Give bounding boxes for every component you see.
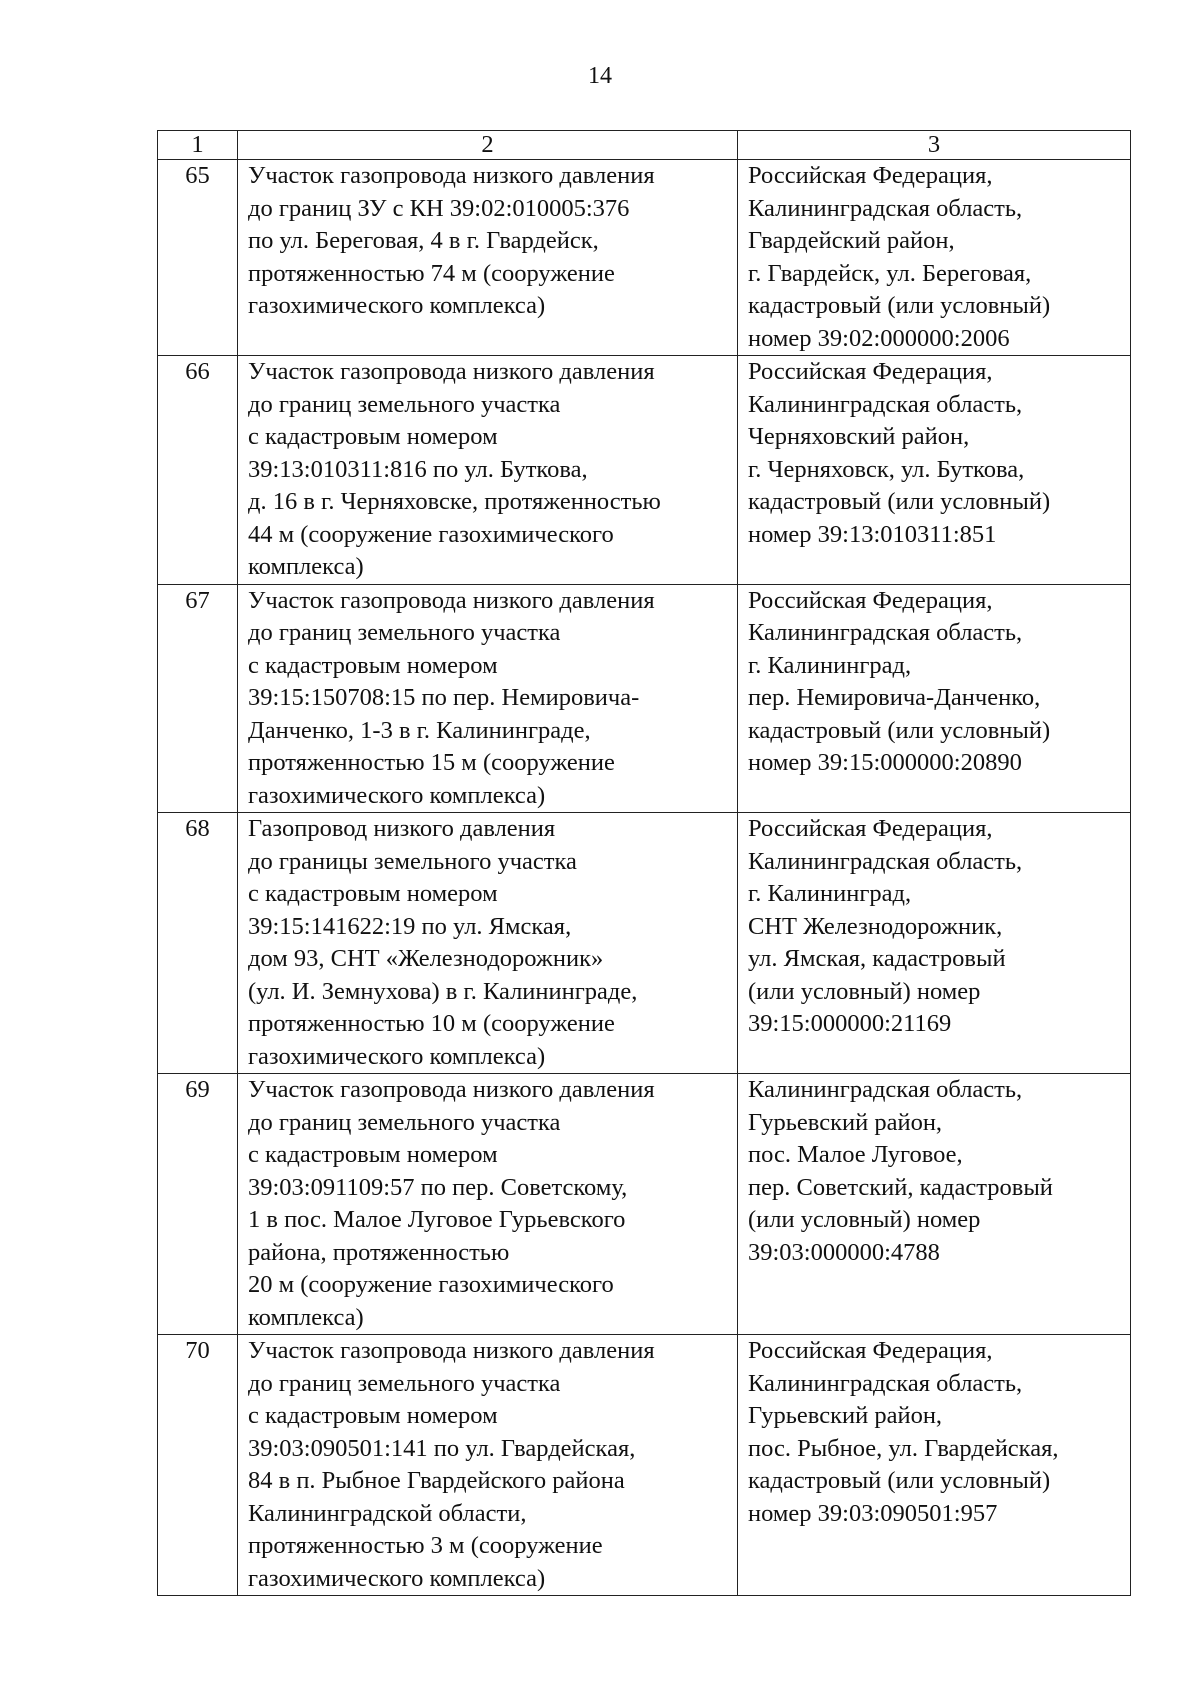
object-location: Российская Федерация, Калининградская область, г. Калининград, пер. Немировича-Данченко, кадастровый (или условный) номер 39:15:000000:20890 bbox=[738, 584, 1131, 813]
row-number: 67 bbox=[158, 584, 238, 813]
row-number: 66 bbox=[158, 356, 238, 585]
row-number: 69 bbox=[158, 1074, 238, 1335]
row-number: 68 bbox=[158, 813, 238, 1074]
table-row bbox=[158, 356, 1131, 585]
column-header: 1 bbox=[158, 131, 238, 160]
table-row bbox=[158, 160, 1131, 356]
object-description: Участок газопровода низкого давления до границ земельного участка с кадастровым номером 39:15:150708:15 по пер. Немировича- Данченко, 1-3 в г. Калининграде, протяженностью 15 м (сооружение газохимического комплекса) bbox=[238, 584, 738, 813]
object-location: Российская Федерация, Калининградская область, г. Калининград, СНТ Железнодорожник, ул. Ямская, кадастровый (или условный) номер 39:15:000000:21169 bbox=[738, 813, 1131, 1074]
registry-table bbox=[157, 130, 1131, 1596]
page-number: 14 bbox=[588, 63, 612, 89]
object-description: Участок газопровода низкого давления до границ земельного участка с кадастровым номером 39:03:090501:141 по ул. Гвардейская, 84 в п. Рыбное Гвардейского района Калининградской области, протяженностью 3 м (сооружение газохимического комплекса) bbox=[238, 1335, 738, 1596]
object-description: Газопровод низкого давления до границы земельного участка с кадастровым номером 39:15:141622:19 по ул. Ямская, дом 93, СНТ «Железнодорожник» (ул. И. Земнухова) в г. Калининграде, протяженностью 10 м (сооружение газохимического комплекса) bbox=[238, 813, 738, 1074]
object-location: Российская Федерация, Калининградская область, Гвардейский район, г. Гвардейск, ул. Береговая, кадастровый (или условный) номер 39:02:000000:2006 bbox=[738, 160, 1131, 356]
table-row bbox=[158, 1074, 1131, 1335]
object-location: Калининградская область, Гурьевский район, пос. Малое Луговое, пер. Советский, кадастровый (или условный) номер 39:03:000000:4788 bbox=[738, 1074, 1131, 1335]
column-header: 2 bbox=[238, 131, 738, 160]
object-location: Российская Федерация, Калининградская область, Черняховский район, г. Черняховск, ул. Буткова, кадастровый (или условный) номер 39:13:010311:851 bbox=[738, 356, 1131, 585]
table-row bbox=[158, 1335, 1131, 1596]
row-number: 65 bbox=[158, 160, 238, 356]
table-row bbox=[158, 813, 1131, 1074]
object-description: Участок газопровода низкого давления до границ земельного участка с кадастровым номером 39:13:010311:816 по ул. Буткова, д. 16 в г. Черняховске, протяженностью 44 м (сооружение газохимического комплекса) bbox=[238, 356, 738, 585]
object-location: Российская Федерация, Калининградская область, Гурьевский район, пос. Рыбное, ул. Гвардейская, кадастровый (или условный) номер 39:03:090501:957 bbox=[738, 1335, 1131, 1596]
table-header-row bbox=[158, 131, 1131, 160]
row-number: 70 bbox=[158, 1335, 238, 1596]
object-description: Участок газопровода низкого давления до границ ЗУ с КН 39:02:010005:376 по ул. Береговая, 4 в г. Гвардейск, протяженностью 74 м (сооружение газохимического комплекса) bbox=[238, 160, 738, 356]
column-header: 3 bbox=[738, 131, 1131, 160]
table-row bbox=[158, 584, 1131, 813]
object-description: Участок газопровода низкого давления до границ земельного участка с кадастровым номером 39:03:091109:57 по пер. Советскому, 1 в пос. Малое Луговое Гурьевского района, протяженностью 20 м (сооружение газохимического комплекса) bbox=[238, 1074, 738, 1335]
